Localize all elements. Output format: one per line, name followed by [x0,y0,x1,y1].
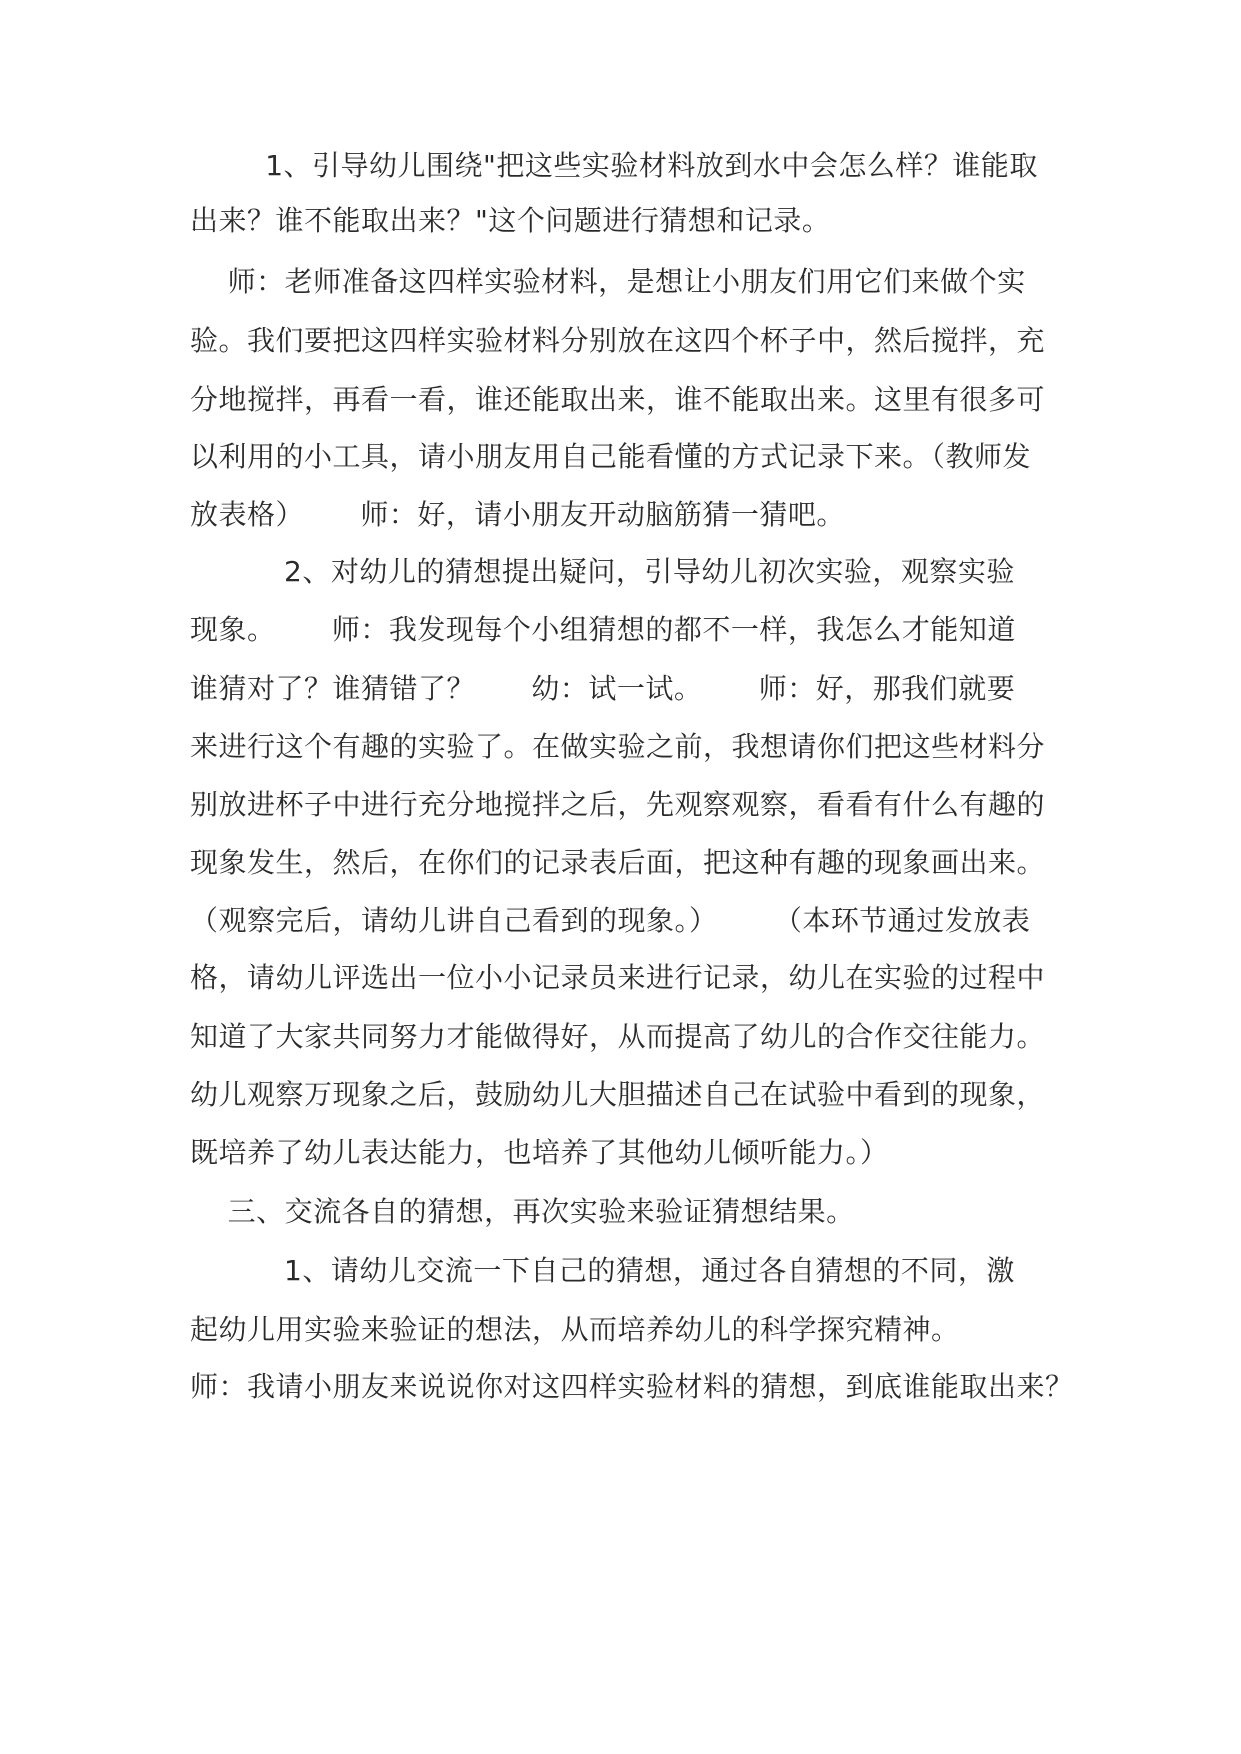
text-line: 三、交流各自的猜想，再次实验来验证猜想结果。 [190,1195,855,1228]
text-line: 起幼儿用实验来验证的想法，从而培养幼儿的科学探究精神。 [190,1313,960,1346]
text-line: 以利用的小工具，请小朋友用自己能看懂的方式记录下来。（教师发 [190,440,1032,473]
text-line: 现象发生，然后，在你们的记录表后面，把这种有趣的现象画出来。 [190,846,1046,879]
text-line: 2、对幼儿的猜想提出疑问，引导幼儿初次实验，观察实验 [190,555,1015,588]
text-line: 出来？谁不能取出来？"这个问题进行猜想和记录。 [190,204,831,237]
text-line: 1、引导幼儿围绕"把这些实验材料放到水中会怎么样？谁能取 [190,149,1038,182]
text-line: 来进行这个有趣的实验了。在做实验之前，我想请你们把这些材料分 [190,730,1046,763]
text-line: 师：我请小朋友来说说你对这四样实验材料的猜想，到底谁能取出来？ [190,1370,1074,1403]
text-line: 1、请幼儿交流一下自己的猜想，通过各自猜想的不同，激 [190,1254,1015,1287]
text-line: 既培养了幼儿表达能力，也培养了其他幼儿倾听能力。） [190,1136,889,1169]
text-line: 现象。 师：我发现每个小组猜想的都不一样，我怎么才能知道 [190,613,1016,646]
text-line: 谁猜对了？谁猜错了？ 幼：试一试。 师：好，那我们就要 [190,672,1016,705]
text-line: 放表格） 师：好，请小朋友开动脑筋猜一猜吧。 [190,498,845,531]
text-line: 格，请幼儿评选出一位小小记录员来进行记录，幼儿在实验的过程中 [190,961,1046,994]
text-line: 别放进杯子中进行充分地搅拌之后，先观察观察，看看有什么有趣的 [190,788,1046,821]
text-line: 师：老师准备这四样实验材料，是想让小朋友们用它们来做个实 [190,265,1026,298]
text-line: 幼儿观察万现象之后，鼓励幼儿大胆描述自己在试验中看到的现象， [190,1078,1046,1111]
text-line: （观察完后，请幼儿讲自己看到的现象。） （本环节通过发放表 [190,904,1031,937]
text-line: 验。我们要把这四样实验材料分别放在这四个杯子中，然后搅拌，充 [190,324,1046,357]
text-line: 知道了大家共同努力才能做得好，从而提高了幼儿的合作交往能力。 [190,1020,1046,1053]
text-line: 分地搅拌，再看一看，谁还能取出来，谁不能取出来。这里有很多可 [190,383,1046,416]
